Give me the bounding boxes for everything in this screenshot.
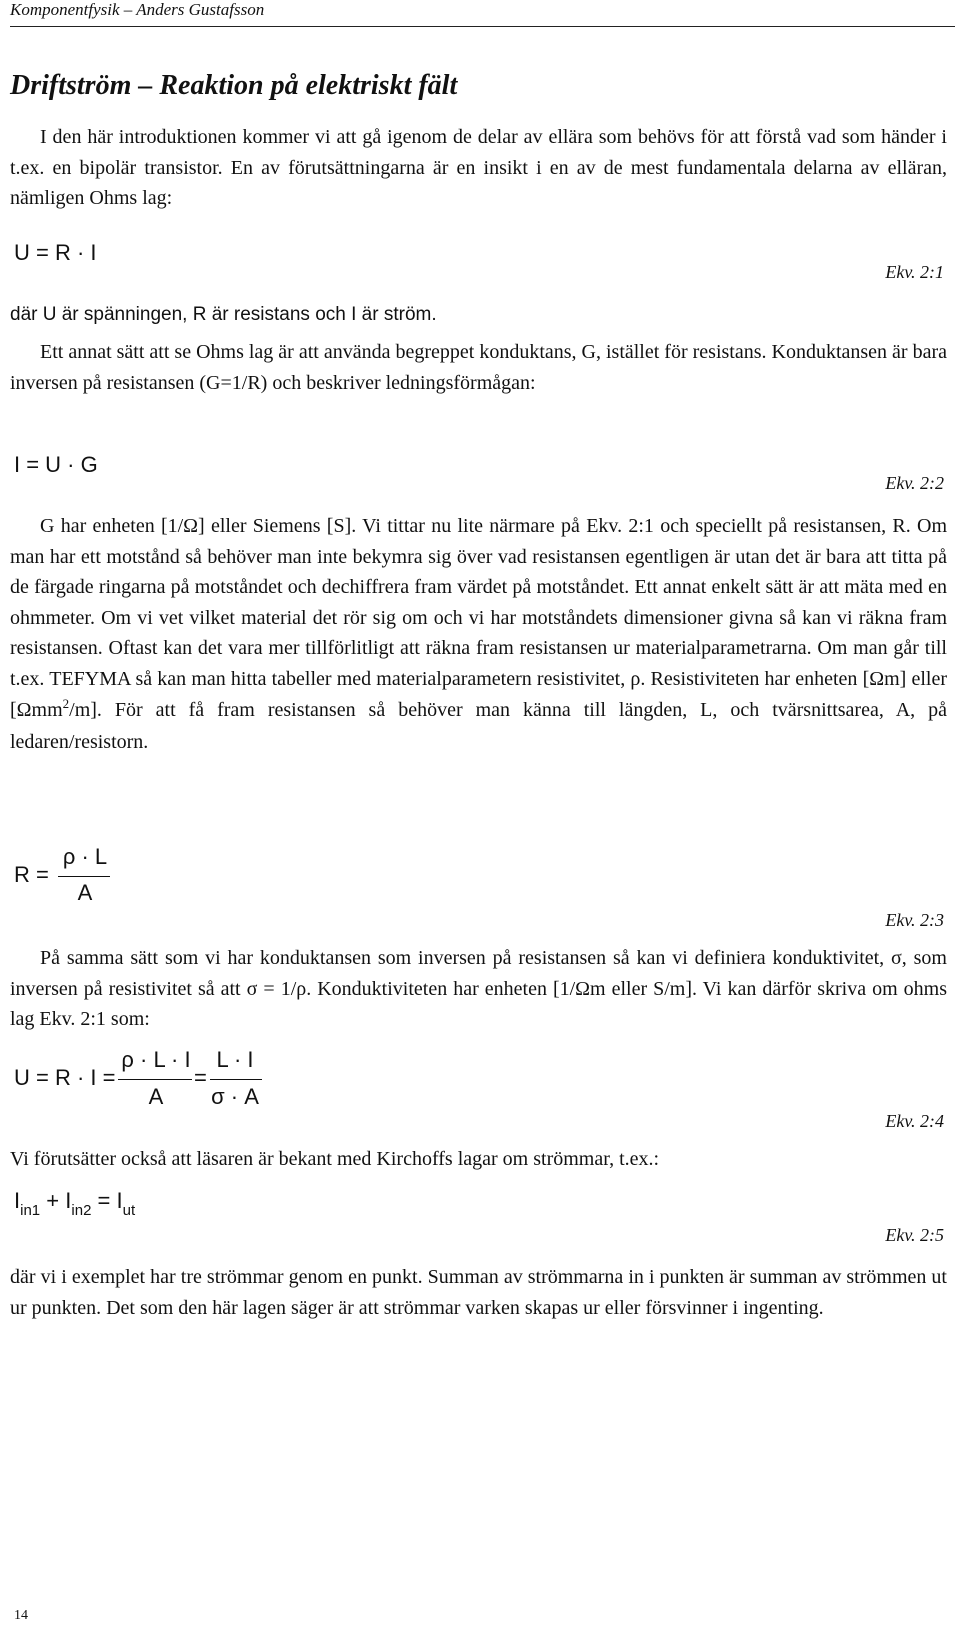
eq4-denominator-2: σ · A (211, 1084, 259, 1109)
resistivity-text-a: G har enheten [1/Ω] eller Siemens [S]. Vi tittar nu lite närmare på Ekv. 2:1 och speciellt på resistansen, R. Om man har ett motstånd så behöver man inte bekymra sig över vad resistansen egentligen är utan det är bara att titta på de färgade ringarna på motståndet och dechiffrera fram värdet på motståndet. Ett annat enkelt sätt är att mäta med en ohmmeter. Om vi vet vilket material det rör sig om och vi har motståndets dimensioner givna så kan vi räkna fram resistansen. Oftast kan det vara mer tillförlitligt att räkna fram resistansen ur materialparametrarna. Om man går till t.ex. TEFYMA så kan man hitta tabeller med materialparametern resistivitet, ρ. Resistiviteten har enheten [Ωm] eller [Ωmm (10, 515, 947, 721)
equation-label-2-3: Ekv. 2:3 (885, 910, 944, 930)
eq3-numerator: ρ · L (62, 844, 108, 869)
running-header: Komponentfysik – Anders Gustafsson (10, 0, 955, 27)
eq4-equals: = (194, 1065, 207, 1090)
section-title: Driftström – Reaktion på elektriskt fält (10, 70, 458, 101)
eq3-lhs: R = (14, 862, 49, 887)
eq4-fraction-bar-1 (118, 1079, 192, 1080)
superscript-2: 2 (62, 695, 70, 711)
eq3-denominator: A (77, 880, 93, 905)
equation-label-2-4: Ekv. 2:4 (885, 1111, 944, 1131)
equation-ohms-law: U = R · I (14, 240, 97, 265)
current-symbol-2: I (65, 1188, 72, 1213)
eq4-fraction-bar-2 (210, 1079, 262, 1080)
conductance-paragraph: Ett annat sätt att se Ohms lag är att använda begreppet konduktans, G, istället för resistans. Konduktansen är bara inversen på resistansen (G=1/R) och beskriver ledningsförmågan: (10, 341, 947, 394)
kirchhoff-intro: Vi förutsätter också att läsaren är bekant med Kirchoffs lagar om strömmar, t.ex.: (10, 1148, 660, 1170)
resistivity-paragraph (10, 511, 947, 758)
equation-kirchhoff (14, 1188, 136, 1219)
subscript-in1: in1 (20, 1202, 41, 1219)
eq3-fraction-bar (58, 876, 110, 877)
eq1-explanation: där U är spänningen, R är resistans och I är ström. (10, 304, 437, 325)
eq4-numerator-2: L · I (216, 1047, 254, 1072)
subscript-in2: in2 (71, 1202, 92, 1219)
eq4-lhs: U = R · I = (14, 1065, 116, 1090)
conductivity-paragraph: På samma sätt som vi har konduktansen som inversen på resistansen så kan vi definiera konduktivitet, σ, som inversen på resistivitet så att σ = 1/ρ. Konduktiviteten har enheten [1/Ωm eller S/m]. Vi kan därför skriva om ohms lag Ekv. 2:1 som: (10, 947, 947, 1031)
eq4-denominator-1: A (148, 1084, 164, 1109)
current-symbol-1: I (14, 1188, 21, 1213)
page-number: 14 (14, 1608, 28, 1623)
plus-sign: + (46, 1188, 60, 1213)
intro-paragraph: I den här introduktionen kommer vi att gå igenom de delar av ellära som behövs för att förstå vad som händer i t.ex. en bipolär transistor. En av förutsättningarna är en insikt i en av de mest fundamentala delarna av elläran, nämligen Ohms lag: (10, 126, 947, 210)
equals-sign: = (97, 1188, 111, 1213)
equation-label-2-5: Ekv. 2:5 (885, 1225, 944, 1245)
equation-label-2-2: Ekv. 2:2 (885, 473, 944, 493)
subscript-ut: ut (122, 1202, 136, 1219)
eq4-numerator-1: ρ · L · I (121, 1047, 191, 1072)
kirchhoff-paragraph: där vi i exemplet har tre strömmar genom en punkt. Summan av strömmarna in i punkten är summan av strömmen ut ur punkten. Det som den här lagen säger är att strömmar varken skapas ur eller försvinner i ingenting. (10, 1266, 947, 1319)
current-symbol-3: I (116, 1188, 123, 1213)
equation-conductance: I = U · G (14, 452, 98, 477)
equation-label-2-1: Ekv. 2:1 (885, 262, 944, 282)
resistivity-text-b: /m]. För att få fram resistansen så behöver man känna till längden, L, och tvärsnittsarea, A, på ledaren/resistorn. (10, 698, 947, 754)
